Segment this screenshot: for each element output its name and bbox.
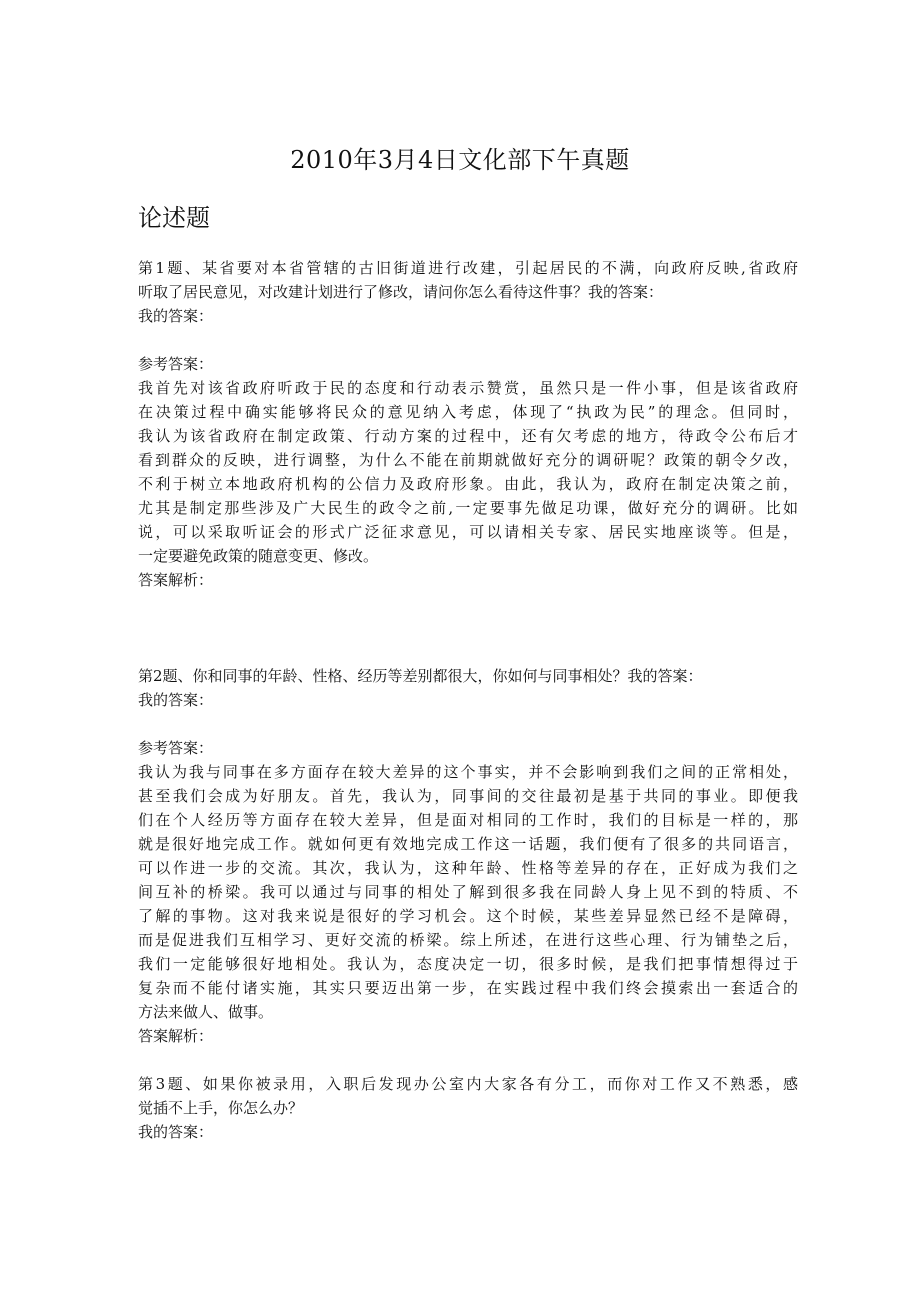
answer-analysis-label: 答案解析：: [138, 571, 214, 589]
reference-answer-line: 在决策过程中确实能够将民众的意见纳入考虑，体现了“执政为民”的理念。但同时，: [138, 403, 798, 421]
reference-answer-line: 们在个人经历等方面存在较大差异，但是面对相同的工作时，我们的目标是一样的，那: [138, 811, 798, 829]
my-answer-label: 我的答案：: [138, 691, 214, 709]
reference-answer-line: 而是促进我们互相学习、更好交流的桥梁。综上所述，在进行这些心理、行为铺垫之后，: [138, 931, 798, 949]
question-1-text-line: 听取了居民意见，对改建计划进行了修改，请问你怎么看待这件事？我的答案：: [138, 283, 664, 301]
question-2-block: [138, 664, 798, 1048]
reference-answer-line: 说，可以采取听证会的形式广泛征求意见，可以请相关专家、居民实地座谈等。但是，: [138, 523, 798, 541]
question-3-text-line: 觉插不上手，你怎么办？: [138, 1099, 304, 1117]
my-answer-label: 我的答案：: [138, 1123, 214, 1141]
section-heading: 论述题: [138, 204, 210, 232]
reference-answer-line: 看到群众的反映，进行调整，为什么不能在前期就做好充分的调研呢？政策的朝令夕改，: [138, 451, 798, 469]
reference-answer-line: 可以作进一步的交流。其次，我认为，这种年龄、性格等差异的存在，正好成为我们之: [138, 859, 798, 877]
reference-answer-label: 参考答案：: [138, 355, 214, 373]
spacer: [138, 712, 798, 736]
my-answer-label: 我的答案：: [138, 307, 214, 325]
spacer: [138, 328, 798, 352]
reference-answer-line: 不利于树立本地政府机构的公信力及政府形象。由此，我认为，政府在制定决策之前，: [138, 475, 798, 493]
question-1-text-line: 第1题、某省要对本省管辖的古旧街道进行改建，引起居民的不满，向政府反映,省政府: [138, 259, 798, 277]
reference-answer-line: 我首先对该省政府听政于民的态度和行动表示赞赏，虽然只是一件小事，但是该省政府: [138, 379, 798, 397]
question-1-block: [138, 256, 798, 592]
reference-answer-line: 我们一定能够很好地相处。我认为，态度决定一切，很多时候，是我们把事情想得过于: [138, 955, 798, 973]
reference-answer-label: 参考答案：: [138, 739, 214, 757]
reference-answer-line: 复杂而不能付诸实施，其实只要迈出第一步，在实践过程中我们终会摸索出一套适合的: [138, 979, 798, 997]
reference-answer-line: 方法来做人、做事。: [138, 1003, 274, 1021]
answer-analysis-label: 答案解析：: [138, 1027, 214, 1045]
document-title: 2010年3月4日文化部下午真题: [290, 146, 630, 174]
reference-answer-line: 了解的事物。这对我来说是很好的学习机会。这个时候，某些差异显然已经不是障碍，: [138, 907, 798, 925]
reference-answer-line: 就是很好地完成工作。就如何更有效地完成工作这一话题，我们便有了很多的共同语言，: [138, 835, 798, 853]
reference-answer-line: 尤其是制定那些涉及广大民生的政令之前,一定要事先做足功课，做好充分的调研。比如: [138, 499, 798, 517]
reference-answer-line: 我认为该省政府在制定政策、行动方案的过程中，还有欠考虑的地方，待政令公布后才: [138, 427, 798, 445]
reference-answer-line: 我认为我与同事在多方面存在较大差异的这个事实，并不会影响到我们之间的正常相处，: [138, 763, 798, 781]
question-3-block: [138, 1072, 798, 1144]
question-2-text-line: 第2题、你和同事的年龄、性格、经历等差别都很大，你如何与同事相处？我的答案：: [138, 667, 703, 685]
reference-answer-line: 甚至我们会成为好朋友。首先，我认为，同事间的交往最初是基于共同的事业。即便我: [138, 787, 798, 805]
question-3-text-line: 第3题、如果你被录用，入职后发现办公室内大家各有分工，而你对工作又不熟悉，感: [138, 1075, 798, 1093]
reference-answer-line: 间互补的桥梁。我可以通过与同事的相处了解到很多我在同龄人身上见不到的特质、不: [138, 883, 798, 901]
reference-answer-line: 一定要避免政策的随意变更、修改。: [138, 547, 379, 565]
